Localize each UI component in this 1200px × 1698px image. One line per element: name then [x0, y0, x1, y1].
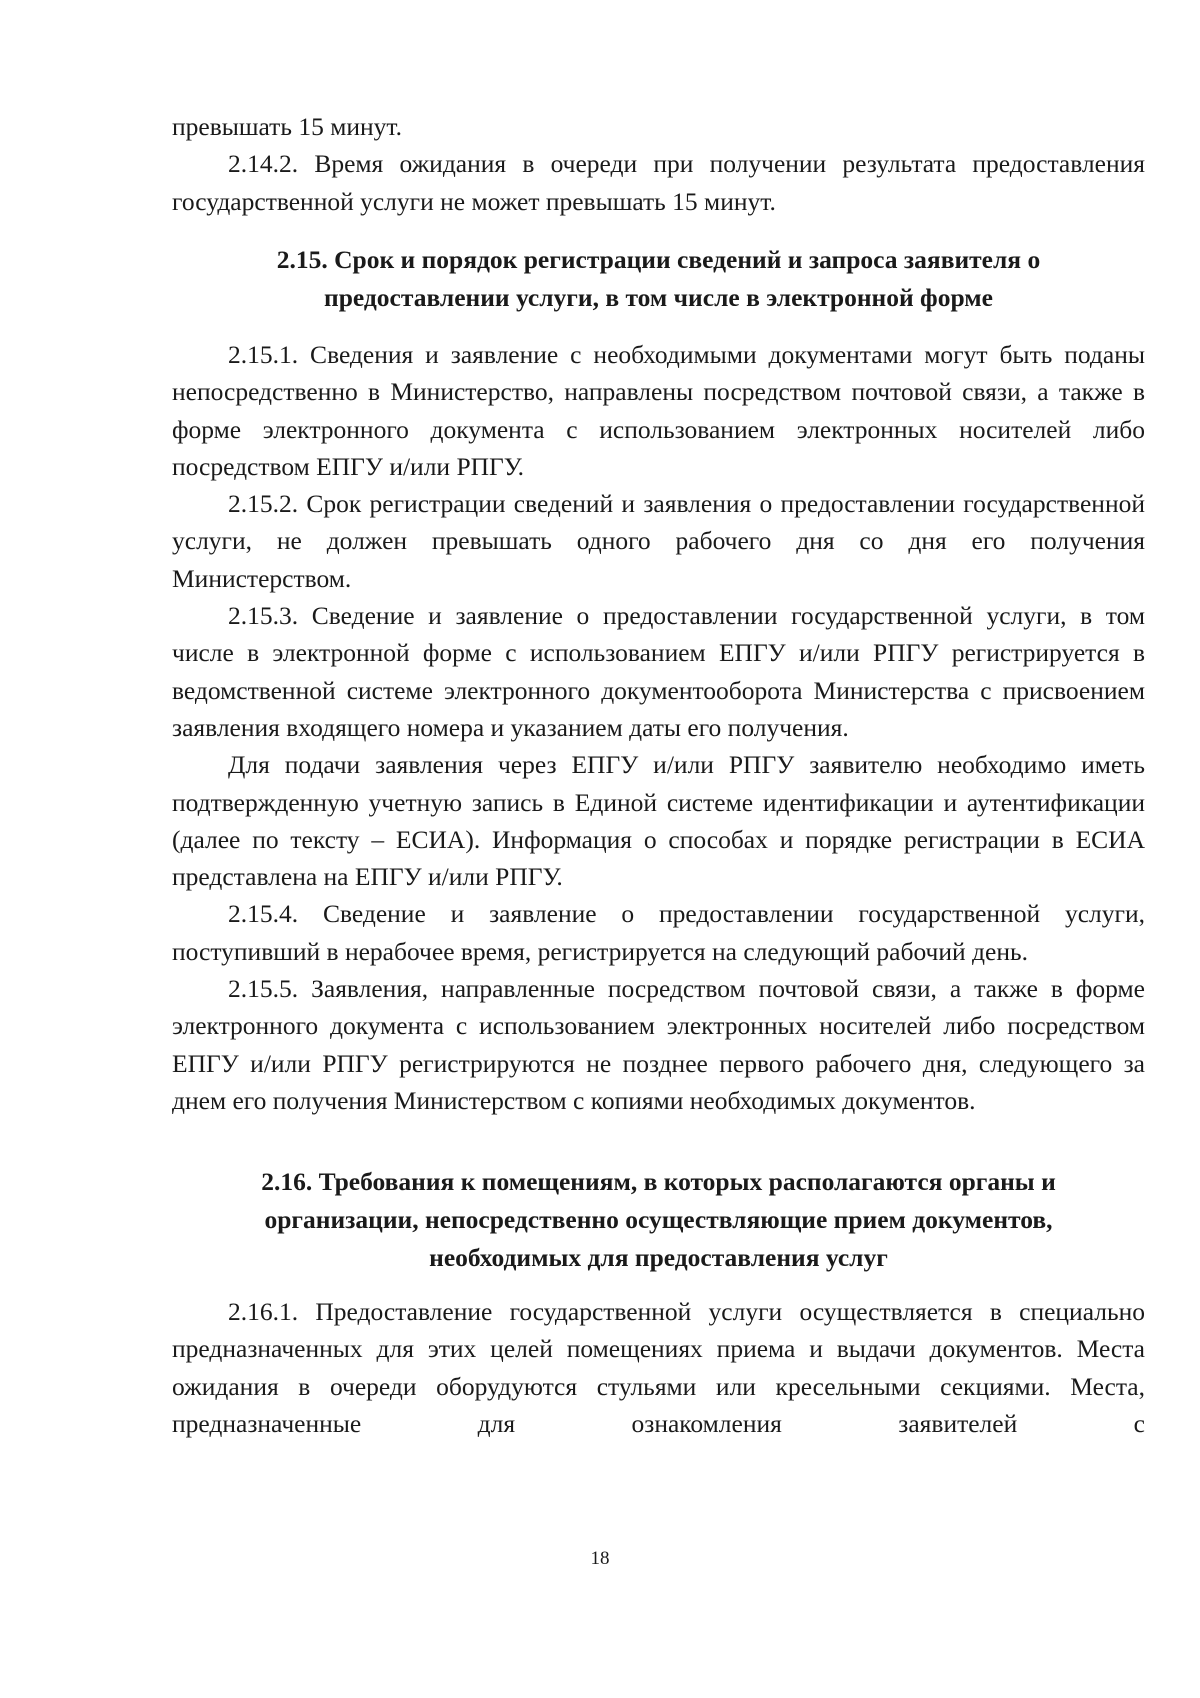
- paragraph-2-14-2: 2.14.2. Время ожидания в очереди при получении результата предоставления государственной услуги не может превышать 15 минут.: [172, 149, 1145, 216]
- section-heading-2-15: 2.15. Срок и порядок регистрации сведений и запроса заявителя о предоставлении услуги, в том числе в электронной форме: [276, 245, 1041, 312]
- text-block-2-14: [172, 108, 1145, 220]
- paragraph-2-16-1: 2.16.1. Предоставление государственной услуги осуществляется в специально предназначенных для этих целей помещениях приема и выдачи документов. Места ожидания в очереди оборудуются стульями или кресельными секциями. Места, предназначенные для ознакомления заявителей с: [172, 1297, 1145, 1438]
- text-block-2-16: [172, 1293, 1145, 1442]
- paragraph-continuation: превышать 15 минут.: [172, 112, 402, 141]
- text-block-2-15: [172, 336, 1145, 1119]
- paragraph-2-15-4: 2.15.4. Сведение и заявление о предоставлении государственной услуги, поступивший в нерабочее время, регистрируется на следующий рабочий день.: [172, 899, 1145, 966]
- paragraph-epgu-registration: Для подачи заявления через ЕПГУ и/или РПГУ заявителю необходимо иметь подтвержденную учетную запись в Единой системе идентификации и аутентификации (далее по тексту – ЕСИА). Информация о способах и порядке регистрации в ЕСИА представлена на ЕПГУ и/или РПГУ.: [172, 750, 1145, 892]
- section-heading-2-16: 2.16. Требования к помещениям, в которых располагаются органы и организации, непосредственно осуществляющие прием документов, необходимых для предоставления услуг: [261, 1167, 1056, 1272]
- paragraph-2-15-2: 2.15.2. Срок регистрации сведений и заявления о предоставлении государственной услуги, не должен превышать одного рабочего дня со дня его получения Министерством.: [172, 489, 1145, 593]
- paragraph-2-15-3: 2.15.3. Сведение и заявление о предоставлении государственной услуги, в том числе в электронной форме с использованием ЕПГУ и/или РПГУ регистрируется в ведомственной системе электронного документооборота Министерства с присвоением заявления входящего номера и указанием даты его получения.: [172, 601, 1145, 742]
- page-number: 18: [590, 1548, 610, 1569]
- paragraph-2-15-1: 2.15.1. Сведения и заявление с необходимыми документами могут быть поданы непосредственно в Министерство, направлены посредством почтовой связи, а также в форме электронного документа с использованием электронных носителей либо посредством ЕПГУ и/или РПГУ.: [172, 340, 1145, 481]
- paragraph-2-15-5: 2.15.5. Заявления, направленные посредством почтовой связи, а также в форме электронного документа с использованием электронных носителей либо посредством ЕПГУ и/или РПГУ регистрируются не позднее первого рабочего дня, следующего за днем его получения Министерством с копиями необходимых документов.: [172, 974, 1145, 1115]
